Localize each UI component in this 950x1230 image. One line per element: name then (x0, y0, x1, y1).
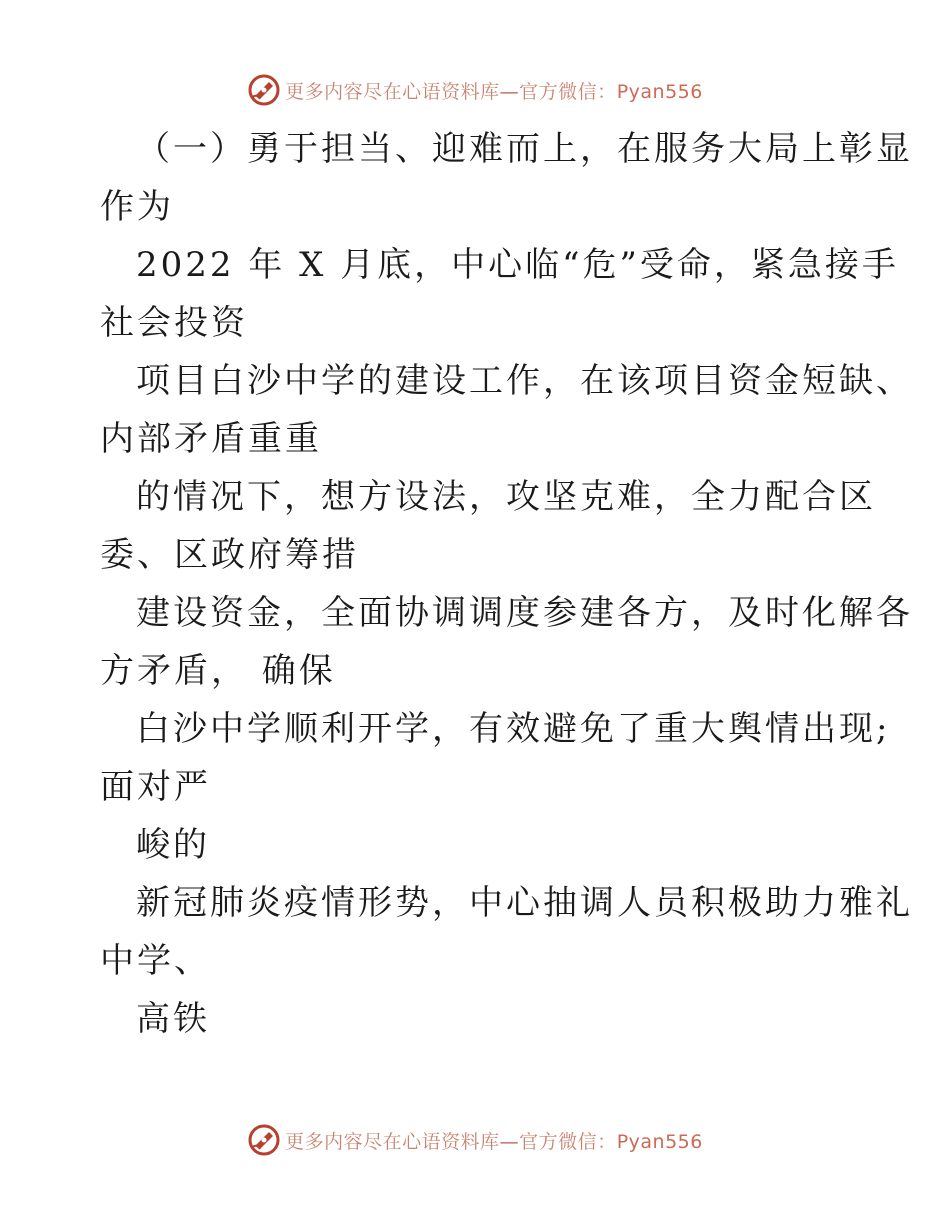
document-body (100, 120, 913, 1048)
body-line-3: 2022 年 X 月底，中心临“危”受命，紧急接手 (136, 245, 899, 285)
footer-banner-text (285, 1127, 703, 1154)
body-line-7: 的情况下，想方设法，攻坚克难，全力配合区 (136, 477, 876, 517)
footer-banner-contact: 官方微信： (519, 1130, 617, 1153)
body-line-14: 新冠肺炎疫情形势，中心抽调人员积极助力雅礼 (136, 883, 913, 923)
body-line-6: 内部矛盾重重 (100, 419, 322, 459)
header-banner-dash: — (499, 80, 520, 103)
header-banner-contact: 官方微信： (519, 80, 617, 103)
body-line-16: 高铁 (136, 999, 210, 1039)
pen-nib-circle-icon (247, 73, 281, 107)
body-line-13: 峻的 (136, 825, 210, 865)
body-line-12: 面对严 (100, 767, 211, 807)
body-line-11: 白沙中学顺利开学，有效避免了重大舆情出现; (136, 709, 891, 749)
body-line-10: 方矛盾， 确保 (100, 651, 336, 691)
header-banner (0, 70, 950, 110)
header-banner-text (285, 77, 703, 104)
pen-nib-circle-icon (247, 1123, 281, 1157)
body-line-15: 中学、 (100, 941, 211, 981)
body-line-5: 项目白沙中学的建设工作，在该项目资金短缺、 (136, 361, 913, 401)
footer-banner (0, 1120, 950, 1160)
footer-banner-title: 更多内容尽在心语资料库 (285, 1130, 500, 1153)
body-line-4: 社会投资 (100, 303, 248, 343)
header-banner-title: 更多内容尽在心语资料库 (285, 80, 500, 103)
footer-banner-dash: — (499, 1130, 520, 1153)
body-line-2: 作为 (100, 187, 174, 227)
body-line-8: 委、区政府筹措 (100, 535, 359, 575)
body-line-9: 建设资金，全面协调调度参建各方，及时化解各 (136, 593, 913, 633)
body-line-1: （一）勇于担当、迎难而上，在服务大局上彰显 (136, 129, 913, 169)
header-banner-wechat-id: Pyan556 (616, 80, 703, 103)
footer-banner-wechat-id: Pyan556 (616, 1130, 703, 1153)
